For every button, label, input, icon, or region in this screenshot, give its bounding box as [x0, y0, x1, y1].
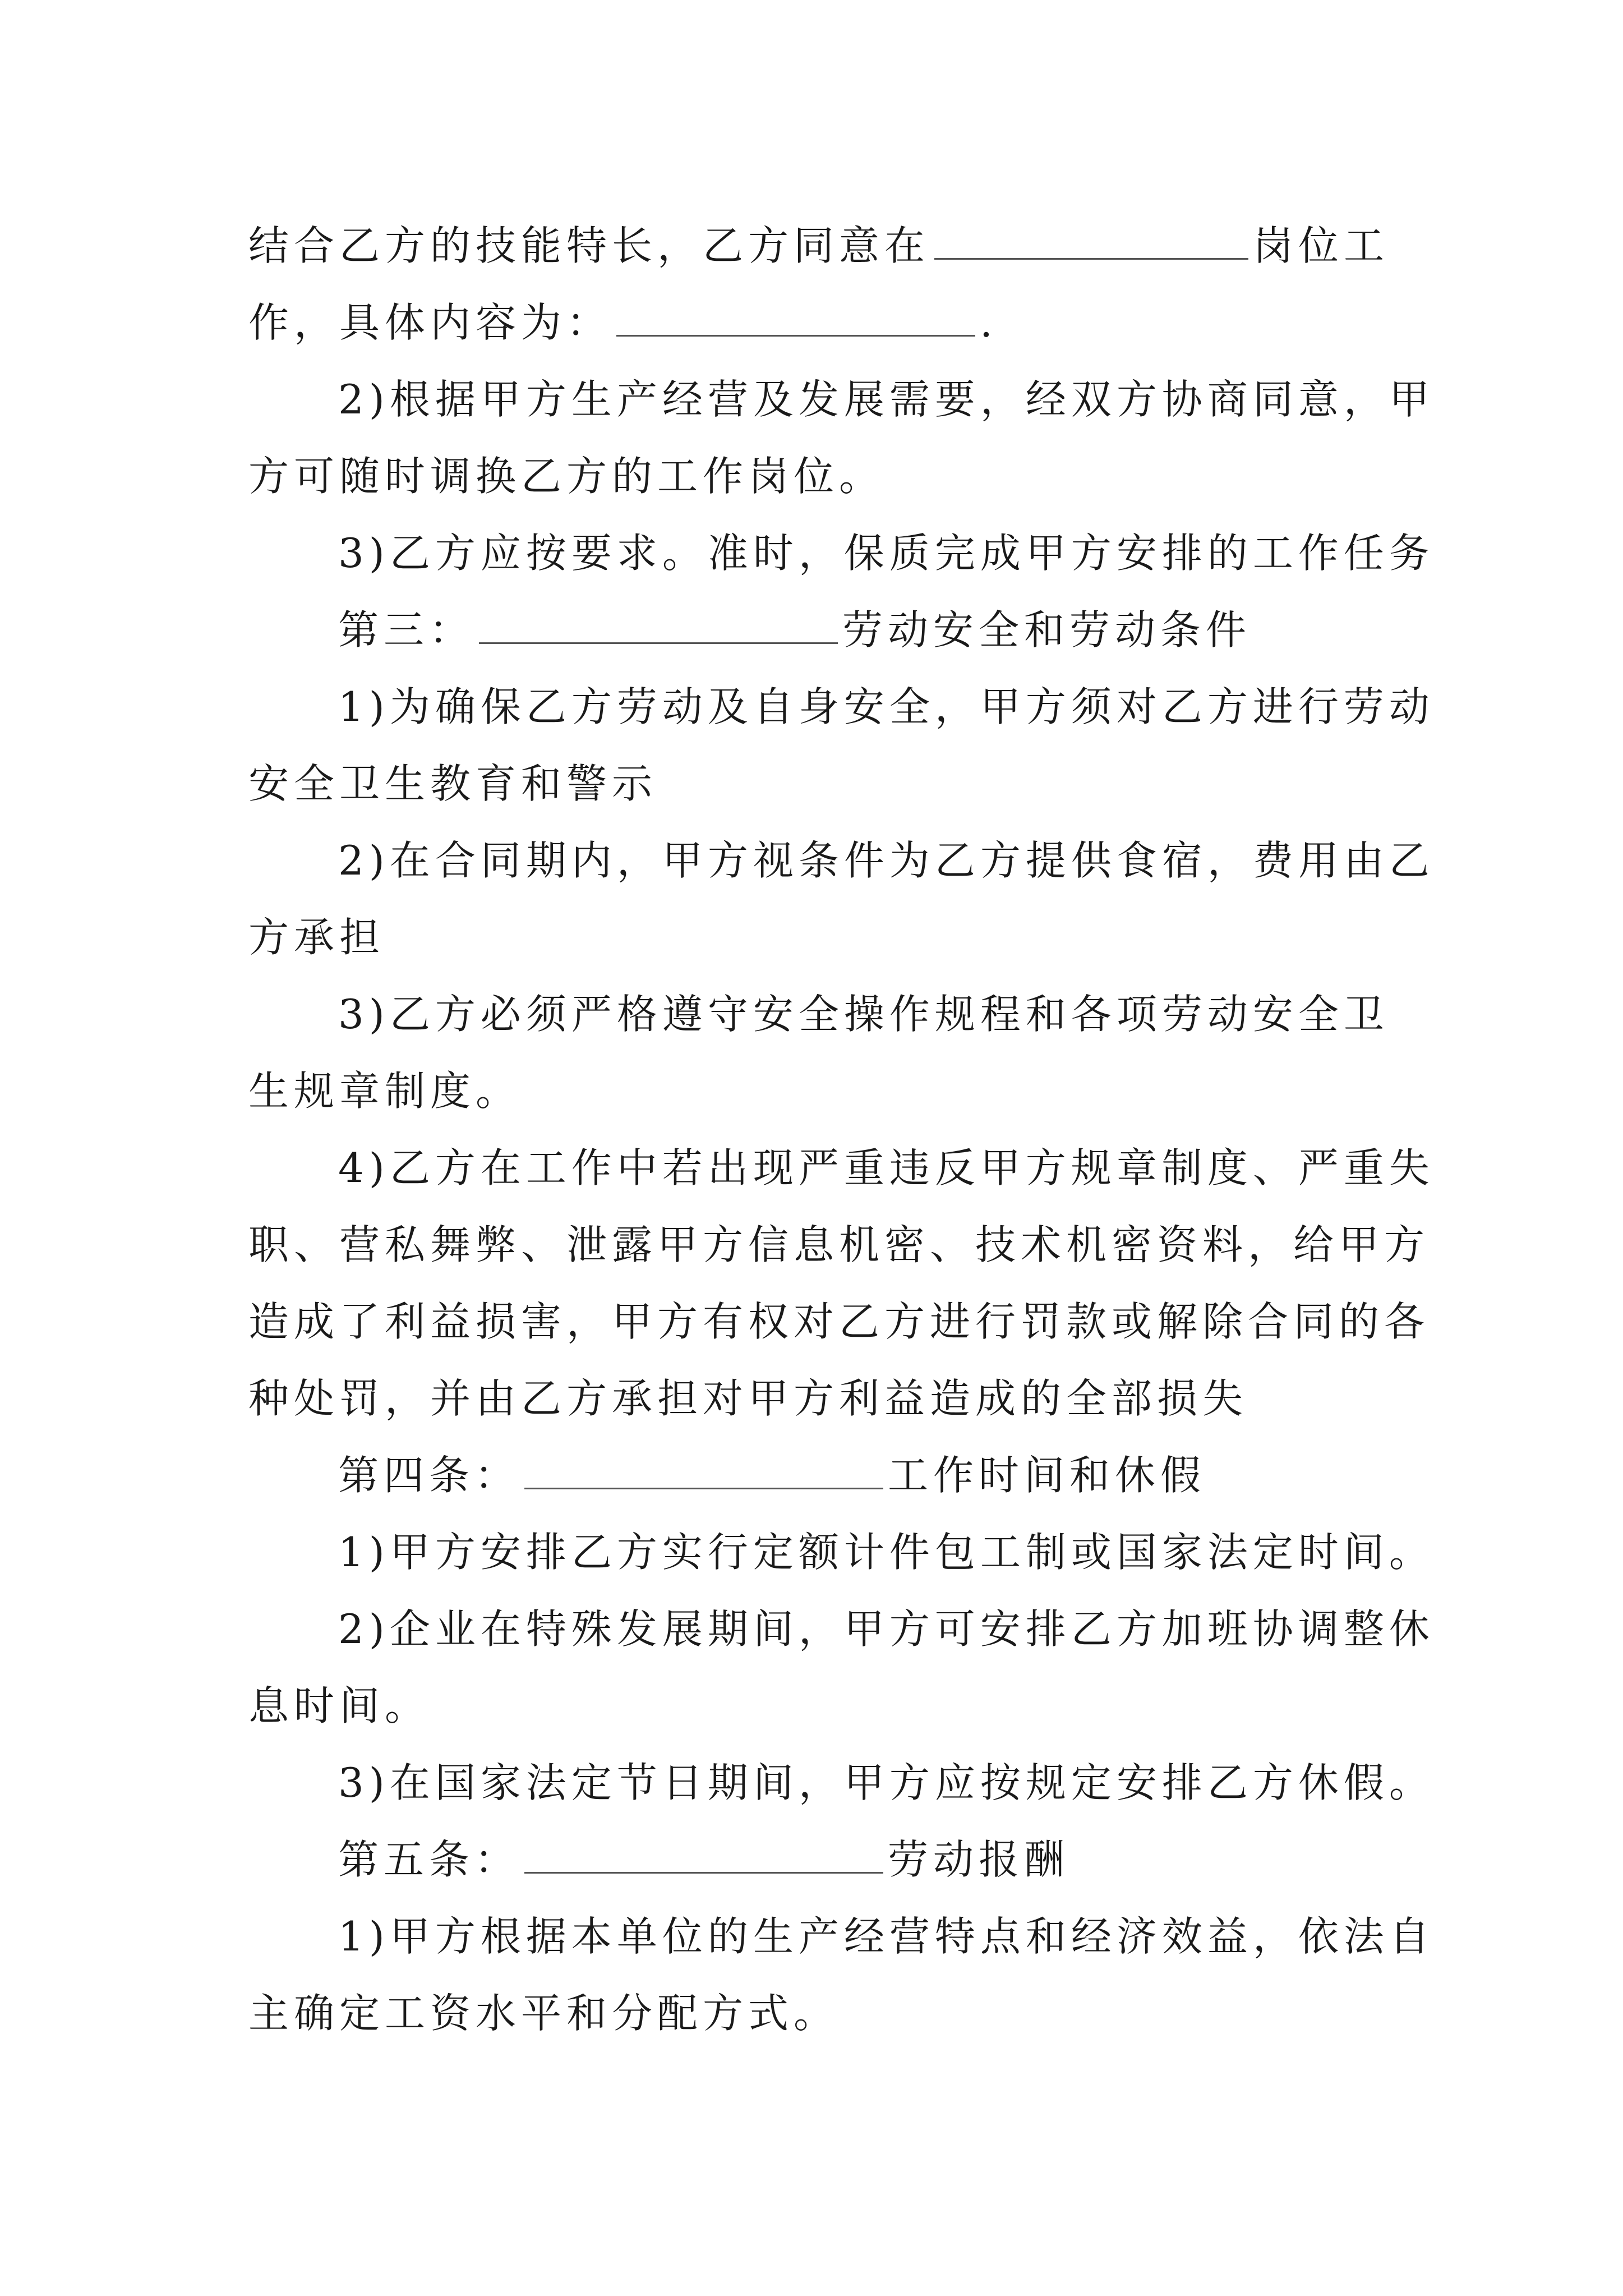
line-text: . [980, 299, 998, 346]
line-text: 3)乙方必须严格遵守安全操作规程和各项劳动安全卫 [338, 991, 1389, 1038]
line-text: 岗位工 [1253, 222, 1390, 269]
text-line [248, 976, 1389, 1053]
line-text: 种处罚，并由乙方承担对甲方利益造成的全部损失 [248, 1375, 1248, 1422]
section-title: 劳动报酬 [888, 1836, 1070, 1883]
line-text: 方承担 [248, 914, 385, 961]
text-line [248, 1668, 1376, 1745]
line-text: 职、营私舞弊、泄露甲方信息机密、技术机密资料，给甲方 [248, 1221, 1430, 1268]
text-line [248, 284, 1376, 361]
line-text: 2)企业在特殊发展期间，甲方可安排乙方加班协调整休 [338, 1605, 1435, 1653]
section-title: 劳动安全和劳动条件 [842, 606, 1252, 654]
text-line [248, 1745, 1435, 1821]
line-text: 造成了利益损害，甲方有权对乙方进行罚款或解除合同的各 [248, 1298, 1430, 1345]
line-text: 作，具体内容为： [248, 299, 612, 346]
section-label: 第五条： [338, 1836, 520, 1883]
fill-in-blank-position [934, 224, 1248, 260]
text-line [248, 1975, 1376, 2052]
text-line [248, 208, 1390, 284]
line-text: 生规章制度。 [248, 1068, 522, 1115]
section-heading [248, 1821, 1376, 1898]
line-text: 安全卫生教育和警示 [248, 760, 658, 807]
text-line [248, 1053, 1376, 1130]
text-line [248, 1130, 1435, 1207]
text-line [248, 1898, 1435, 1975]
line-text: 结合乙方的技能特长，乙方同意在 [248, 222, 930, 269]
text-line [248, 1514, 1435, 1591]
fill-in-blank-section [524, 1838, 883, 1874]
line-text: 1)甲方安排乙方实行定额计件包工制或国家法定时间。 [338, 1529, 1435, 1576]
section-label: 第四条： [338, 1452, 520, 1499]
line-text: 1)甲方根据本单位的生产经营特点和经济效益，依法自 [338, 1913, 1435, 1960]
text-line [248, 669, 1435, 746]
line-text: 3)乙方应按要求。准时，保质完成甲方安排的工作任务 [338, 530, 1435, 577]
line-text: 2)在合同期内，甲方视条件为乙方提供食宿，费用由乙 [338, 837, 1435, 884]
line-text: 息时间。 [248, 1682, 431, 1729]
section-heading [248, 1437, 1376, 1514]
line-text: 方可随时调换乙方的工作岗位。 [248, 453, 885, 500]
text-line [248, 899, 1376, 976]
text-line [248, 1283, 1430, 1360]
fill-in-blank-section [524, 1454, 883, 1489]
text-line [248, 1207, 1430, 1283]
line-text: 1)为确保乙方劳动及自身安全，甲方须对乙方进行劳动 [338, 683, 1435, 730]
text-line [248, 822, 1435, 899]
text-line [248, 515, 1435, 592]
document-page [248, 208, 1435, 2052]
line-text: 3)在国家法定节日期间，甲方应按规定安排乙方休假。 [338, 1759, 1435, 1806]
text-line [248, 1591, 1435, 1668]
section-heading [248, 592, 1376, 669]
text-line [248, 1360, 1376, 1437]
text-line [248, 361, 1435, 438]
line-text: 4)乙方在工作中若出现严重违反甲方规章制度、严重失 [338, 1144, 1435, 1191]
line-text: 2)根据甲方生产经营及发展需要，经双方协商同意，甲 [338, 376, 1435, 423]
text-line [248, 746, 1376, 822]
fill-in-blank-content [616, 301, 975, 337]
section-label: 第三： [338, 606, 475, 654]
text-line [248, 438, 1376, 515]
line-text: 主确定工资水平和分配方式。 [248, 1990, 840, 2037]
section-title: 工作时间和休假 [888, 1452, 1206, 1499]
fill-in-blank-section [479, 609, 838, 644]
